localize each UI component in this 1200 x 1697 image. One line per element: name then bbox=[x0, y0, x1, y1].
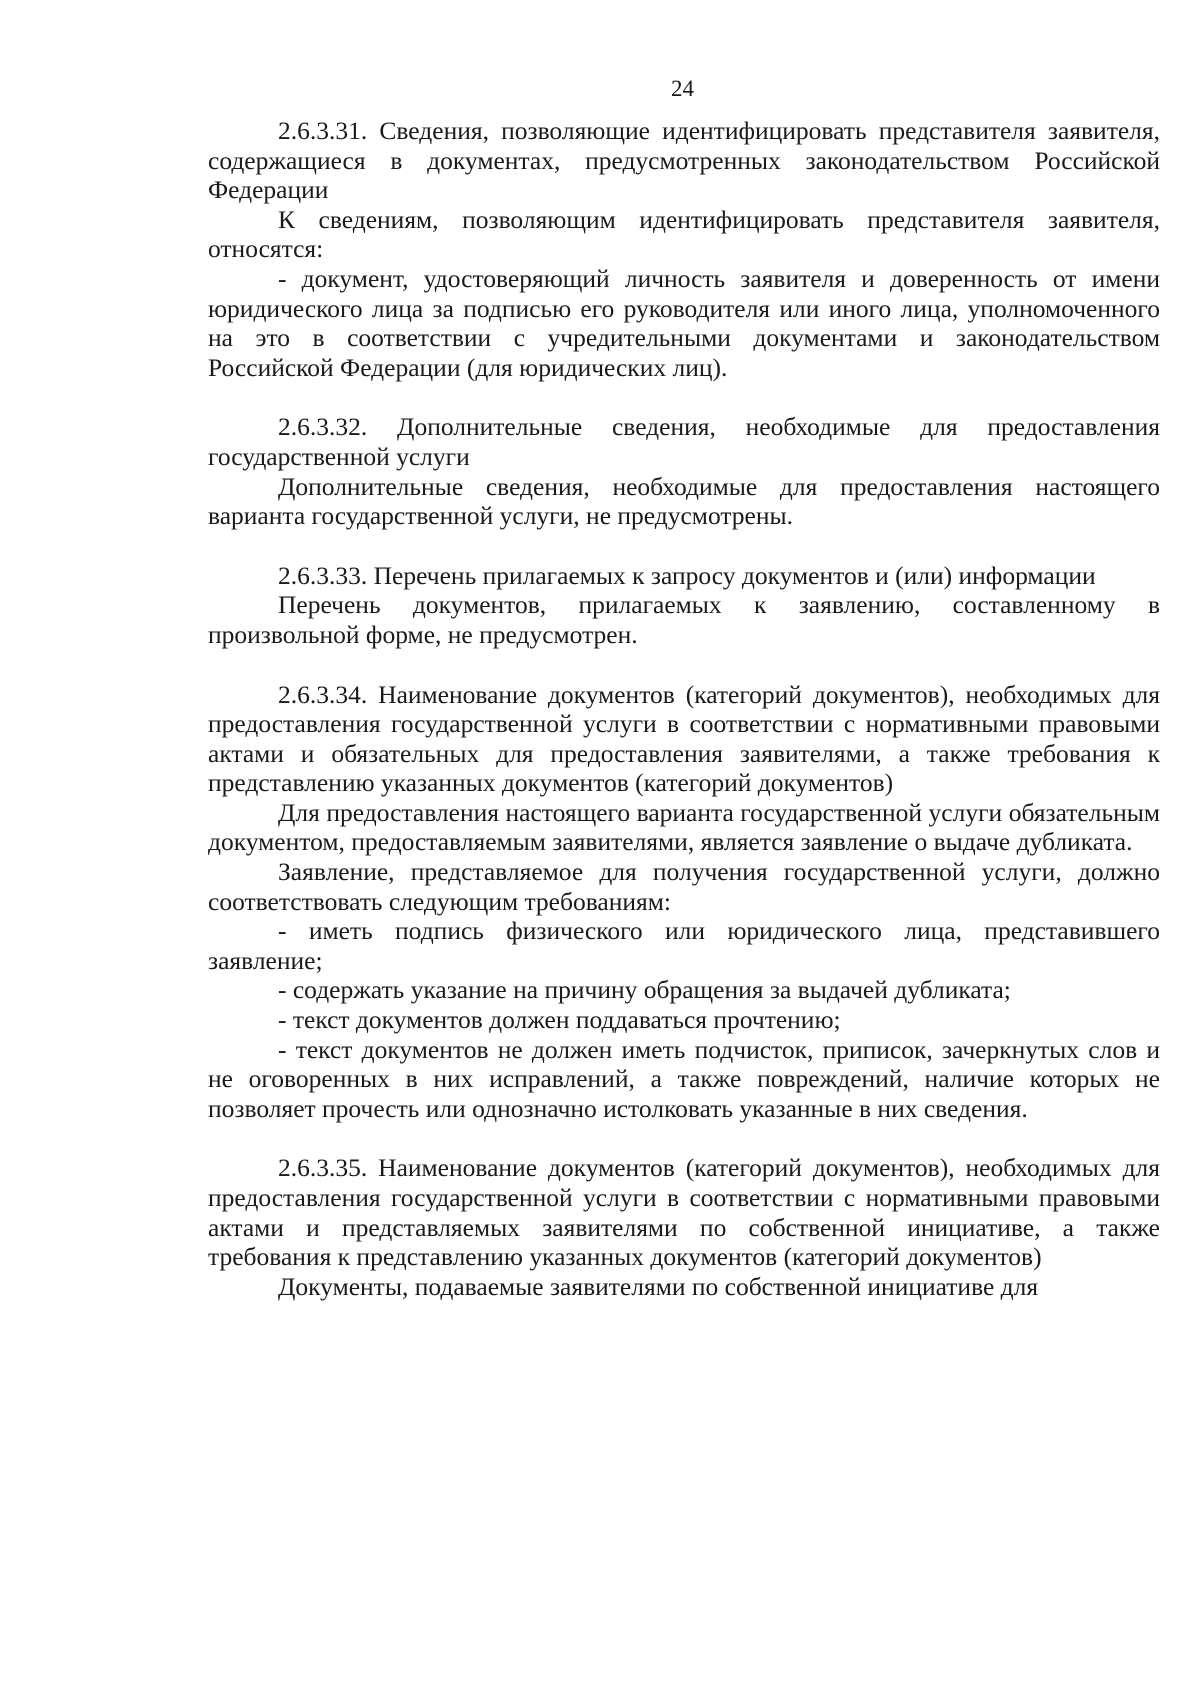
section-2-6-3-34 bbox=[208, 680, 1160, 1124]
paragraph: Перечень документов, прилагаемых к заявлению, составленному в произвольной форме, не предусмотрен. bbox=[208, 590, 1160, 649]
section-gap bbox=[208, 650, 1160, 680]
document-body bbox=[208, 116, 1160, 1301]
section-2-6-3-33 bbox=[208, 561, 1160, 650]
list-item: - иметь подпись физического или юридического лица, представившего заявление; bbox=[208, 916, 1160, 975]
page-number: 24 bbox=[671, 76, 694, 101]
paragraph: Дополнительные сведения, необходимые для предоставления настоящего варианта государственной услуги, не предусмотрены. bbox=[208, 471, 1160, 531]
list-item: - содержать указание на причину обращения за выдачей дубликата; bbox=[278, 975, 1011, 1005]
section-heading: 2.6.3.32. Дополнительные сведения, необходимые для предоставления государственной услуги bbox=[208, 412, 1160, 471]
section-2-6-3-31 bbox=[208, 116, 1160, 382]
section-heading: 2.6.3.35. Наименование документов (категорий документов), необходимых для предоставления государственной услуги в соответствии с нормативными правовыми актами и представляемых заявителями по собственной инициативе, а также требования к представлению указанных документов (категорий документов) bbox=[208, 1153, 1160, 1272]
paragraph: К сведениям, позволяющим идентифицировать представителя заявителя, относятся: bbox=[208, 204, 1160, 264]
section-heading: 2.6.3.33. Перечень прилагаемых к запросу документов и (или) информации bbox=[278, 560, 1096, 590]
list-item: - текст документов должен поддаваться прочтению; bbox=[278, 1005, 841, 1035]
section-gap bbox=[208, 1123, 1160, 1153]
section-2-6-3-32 bbox=[208, 412, 1160, 530]
paragraph: Для предоставления настоящего варианта государственной услуги обязательным документом, предоставляемым заявителями, является заявление о выдаче дубликата. bbox=[208, 797, 1160, 857]
paragraph: Документы, подаваемые заявителями по собственной инициативе для bbox=[278, 1271, 1039, 1301]
section-gap bbox=[208, 382, 1160, 412]
section-2-6-3-35 bbox=[208, 1153, 1160, 1301]
paragraph: Заявление, представляемое для получения государственной услуги, должно соответствовать следующим требованиям: bbox=[208, 857, 1160, 916]
list-item: - документ, удостоверяющий личность заявителя и доверенность от имени юридического лица за подписью его руководителя или иного лица, уполномоченного на это в соответствии с учредительными документами и законодательством Российской Федерации (для юридических лиц). bbox=[208, 263, 1160, 382]
list-item: - текст документов не должен иметь подчисток, приписок, зачеркнутых слов и не оговоренных в них исправлений, а также повреждений, наличие которых не позволяет прочесть или однозначно истолковать указанные в них сведения. bbox=[208, 1034, 1160, 1123]
section-heading: 2.6.3.31. Сведения, позволяющие идентифицировать представителя заявителя, содержащиеся в документах, предусмотренных законодательством Российской Федерации bbox=[208, 116, 1160, 205]
section-heading: 2.6.3.34. Наименование документов (категорий документов), необходимых для предоставления государственной услуги в соответствии с нормативными правовыми актами и обязательных для предоставления заявителями, а также требования к представлению указанных документов (категорий документов) bbox=[208, 679, 1160, 798]
section-gap bbox=[208, 531, 1160, 561]
